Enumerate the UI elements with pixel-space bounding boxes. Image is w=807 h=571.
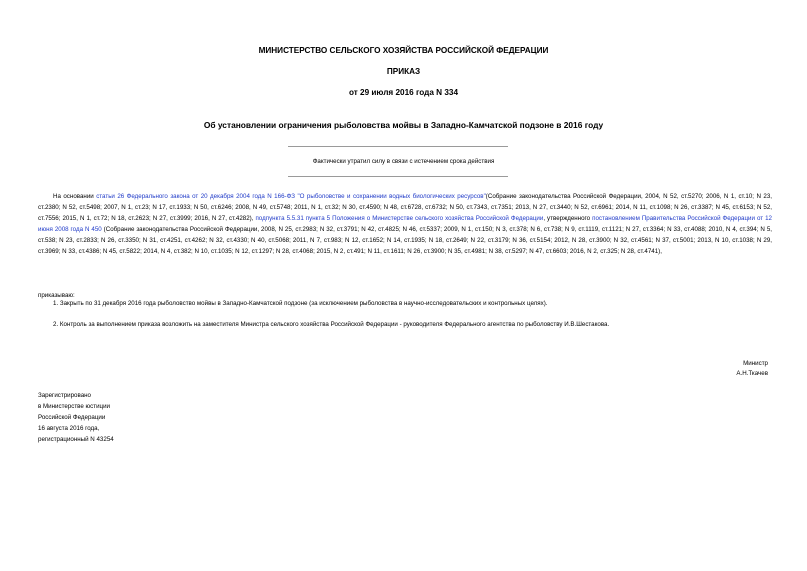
- orders-word: приказываю:: [38, 292, 75, 299]
- basis-text-1: (Собрание законодательства Российской Федерации, 2004, N 52, ст.5270; 2006, N 1, ст.10; N 23, ст.2380; N 52, ст.5498; 2007, N 1, ст.23; N 17, ст.1933; N 50, ст.6246; 2008, N 49, ст.5748; 2011, N 1, ст.32; N 30, ст.4590; N 48, ст.6728, ст.6732; N 50, ст.7343, ст.7351; 2013, N 27, ст.3440; N 52, ст.6961; 2014, N 11, ст.1098; N 26, ст.3387; N 45, ст.6153; N 52, ст.7556; 2015, N 1, ст.72; N 18, ст.2623; N 27, ст.3999; 2016, N 27, ст.4282),: [38, 193, 772, 222]
- regulation-clause-link[interactable]: подпункта 5.5.31 пункта 5 Положения о Министерстве сельского хозяйства Российской Федерации: [255, 215, 544, 222]
- divider-top: [288, 146, 508, 147]
- document-type-heading: ПРИКАЗ: [386, 67, 421, 76]
- document-title: Об установлении ограничения рыболовства мойвы в Западно-Камчатской подзоне в 2016 году: [203, 120, 604, 130]
- registration-line: 16 августа 2016 года,: [38, 425, 100, 432]
- registration-line: Российской Федерации: [38, 414, 106, 421]
- document-date: от 29 июля 2016 года N 334: [348, 88, 459, 97]
- legal-basis-paragraph: [38, 191, 772, 257]
- divider-bottom: [288, 176, 508, 177]
- registration-line: Зарегистрировано: [38, 392, 91, 399]
- basis-text-3: (Собрание законодательства Российской Федерации, 2008, N 25, ст.2983; N 32, ст.3791; N 42, ст.4825; N 46, ст.5337; 2009, N 1, ст.150; N 3, ст.378; N 6, ст.738; N 9, ст.1119, ст.1121; N 27, ст.3364; N 33, ст.4088; 2010, N 4, ст.394; N 5, ст.538; N 23, ст.2833; N 26, ст.3350; N 31, ст.4251, ст.4262; N 32, ст.4330; N 40, ст.5068; 2011, N 7, ст.983; N 12, ст.1652; N 14, ст.1935; N 18, ст.2649; N 22, ст.3179; N 36, ст.5154; 2012, N 28, ст.3900; N 32, ст.4561; N 37, ст.5001; 2013, N 10, ст.1038; N 29, ст.3969; N 33, ст.4386; N 45, ст.5822; 2014, N 4, ст.382; N 10, ст.1035; N 12, ст.1297; N 28, ст.4068; 2015, N 2, ст.491; N 11, ст.1611; N 26, ст.3900; N 35, ст.4981; N 38, ст.5297; N 47, ст.6603; 2016, N 2, ст.325; N 28, ст.4741),: [38, 226, 772, 255]
- basis-intro: На основании: [53, 193, 97, 200]
- law-article-link[interactable]: статьи 26 Федерального закона от 20 декабря 2004 года N 166-ФЗ "О рыболовстве и сохранении водных биологических ресурсов": [96, 193, 486, 200]
- registration-line: в Министерстве юстиции: [38, 403, 111, 410]
- basis-text-2: , утвержденного: [543, 215, 593, 222]
- registration-block: [38, 390, 114, 445]
- order-item-2: 2. Контроль за выполнением приказа возложить на заместителя Министра сельского хозяйства Российской Федерации - руководителя Федерального агентства по рыболовству И.В.Шестакова.: [53, 321, 610, 328]
- signatory-name: А.Н.Ткачев: [736, 370, 768, 377]
- order-item-1: 1. Закрыть по 31 декабря 2016 года рыболовство мойвы в Западно-Камчатской подзоне (за исключением рыболовства в научно-исследовательских и контрольных целях).: [53, 300, 548, 307]
- status-note: Фактически утратил силу в связи с истечением срока действия: [312, 158, 495, 165]
- government-decree-link[interactable]: постановлением Правительства Российской Федерации от 12 июня 2008 года N 450: [38, 215, 772, 233]
- signatory-position: Министр: [743, 360, 768, 367]
- ministry-heading: МИНИСТЕРСТВО СЕЛЬСКОГО ХОЗЯЙСТВА РОССИЙСКОЙ ФЕДЕРАЦИИ: [258, 46, 549, 55]
- registration-line: регистрационный N 43254: [38, 436, 114, 443]
